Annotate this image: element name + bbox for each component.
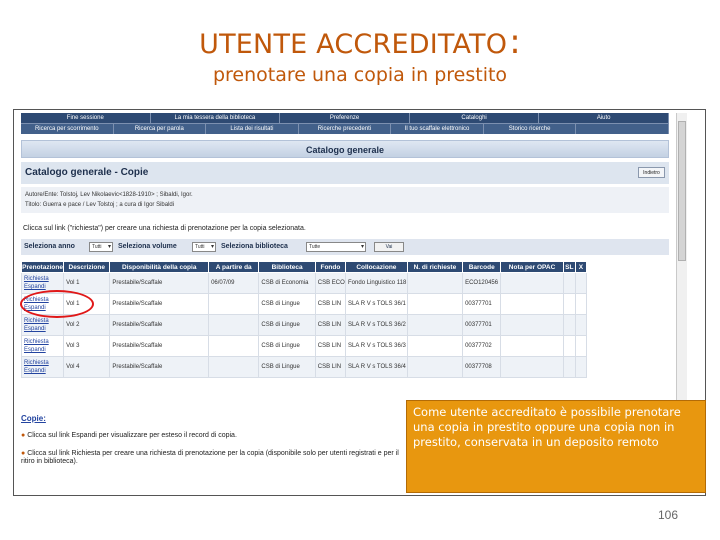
- cell-data: [209, 294, 259, 315]
- espandi-link[interactable]: Espandi: [24, 326, 46, 332]
- cell-disponibilita: Prestabile/Scaffale: [110, 315, 209, 336]
- cell-data: [209, 357, 259, 378]
- cell-disponibilita: Prestabile/Scaffale: [110, 336, 209, 357]
- copies-table: [21, 261, 587, 378]
- cell-biblioteca: CSB di Economia: [259, 273, 315, 294]
- title-line: Titolo: Guerra e pace / Lev Tolstoj ; a cura di Igor Sibaldi: [25, 202, 175, 208]
- prenotazione-cell: [22, 357, 64, 378]
- cell-fondo: CSB LIN: [315, 294, 345, 315]
- top-menu: [21, 113, 669, 123]
- cell-barcode: 00377701: [463, 315, 501, 336]
- menu-scaffale[interactable]: Il tuo scaffale elettronico: [391, 124, 484, 134]
- bullet-icon: ●: [21, 432, 28, 439]
- col-disponibilita: Disponibilità della copia: [110, 262, 209, 273]
- cell-data: [209, 336, 259, 357]
- col-prenotazione: Prenotazione: [22, 263, 63, 271]
- cell-x: [575, 273, 586, 294]
- col-a-partire-da: A partire da: [209, 262, 259, 273]
- prenotazione-cell: [22, 336, 64, 357]
- cell-barcode: 00377702: [463, 336, 501, 357]
- go-button[interactable]: Vai: [374, 242, 404, 252]
- cell-richieste: [407, 273, 462, 294]
- col-barcode: Barcode: [463, 262, 501, 273]
- cell-nota: [501, 273, 563, 294]
- cell-collocazione: SLA R V s TOLS 36/2: [346, 315, 408, 336]
- cell-data: [209, 315, 259, 336]
- cell-nota: [501, 357, 563, 378]
- menu-fine-sessione[interactable]: Fine sessione: [21, 113, 151, 123]
- menu-lista-risultati[interactable]: Lista dei risultati: [206, 124, 299, 134]
- scrollbar-thumb[interactable]: [678, 121, 686, 261]
- anno-label: Seleziona anno: [24, 243, 75, 250]
- richiesta-link[interactable]: Richiesta: [24, 297, 49, 303]
- cell-collocazione: SLA R V s TOLS 36/3: [346, 336, 408, 357]
- vertical-scrollbar[interactable]: [676, 113, 687, 413]
- col-descrizione: Descrizione: [64, 262, 110, 273]
- cell-collocazione: Fondo Linguistico 118: [346, 273, 408, 294]
- cell-sl: [563, 273, 575, 294]
- cell-biblioteca: CSB di Lingue: [259, 357, 315, 378]
- cell-biblioteca: CSB di Lingue: [259, 315, 315, 336]
- author-line: Autore/Ente: Tolstoj, Lev Nikolaevic<1828-1910> ; Sibaldi, Igor.: [25, 192, 193, 198]
- espandi-link[interactable]: Espandi: [24, 368, 46, 374]
- biblioteca-select[interactable]: Tutte ▾: [306, 242, 366, 252]
- cell-sl: [563, 294, 575, 315]
- filter-bar: [21, 239, 669, 255]
- table-row: [22, 357, 587, 378]
- espandi-link[interactable]: Espandi: [24, 305, 46, 311]
- table-header: [22, 262, 587, 273]
- menu-cataloghi[interactable]: Cataloghi: [410, 113, 540, 123]
- cell-fondo: CSB ECO: [315, 273, 345, 294]
- richiesta-link[interactable]: Richiesta: [24, 360, 49, 366]
- menu-aiuto[interactable]: Aiuto: [539, 113, 669, 123]
- menu-parola[interactable]: Ricerca per parola: [114, 124, 207, 134]
- cell-sl: [563, 315, 575, 336]
- cell-descrizione: Vol 4: [64, 357, 110, 378]
- cell-disponibilita: Prestabile/Scaffale: [110, 357, 209, 378]
- cell-richieste: [407, 315, 462, 336]
- col-richieste: N. di richieste: [407, 262, 462, 273]
- menu-scorrimento[interactable]: Ricerca per scorrimento: [21, 124, 114, 134]
- cell-sl: [563, 357, 575, 378]
- richiesta-link[interactable]: Richiesta: [24, 339, 49, 345]
- col-biblioteca: Biblioteca: [259, 262, 315, 273]
- col-fondo: Fondo: [315, 262, 345, 273]
- menu-blank: [576, 124, 669, 134]
- cell-barcode: ECO120456: [463, 273, 501, 294]
- col-sl: SL: [565, 263, 574, 271]
- cell-descrizione: Vol 2: [64, 315, 110, 336]
- cell-biblioteca: CSB di Lingue: [259, 294, 315, 315]
- col-collocazione: Collocazione: [346, 262, 408, 273]
- record-info: [21, 187, 669, 213]
- cell-collocazione: SLA R V s TOLS 36/1: [346, 294, 408, 315]
- espandi-link[interactable]: Espandi: [24, 284, 46, 290]
- table-row: [22, 315, 587, 336]
- volume-select[interactable]: Tutti ▾: [192, 242, 216, 252]
- cell-collocazione: SLA R V s TOLS 36/4: [346, 357, 408, 378]
- search-menu: [21, 123, 669, 134]
- callout-box: Come utente accreditato è possibile prenotare una copia in prestito oppure una copia non in prestito, conservata in un deposito remoto: [406, 400, 706, 493]
- menu-tessera[interactable]: La mia tessera della biblioteca: [151, 113, 281, 123]
- copie-note-richiesta: ● Clicca sul link Richiesta per creare una richiesta di prenotazione per la copia (disponibile solo per utenti registrati e per il ritiro in biblioteca).: [21, 450, 399, 465]
- table-row: [22, 336, 587, 357]
- cell-x: [575, 294, 586, 315]
- cell-x: [575, 336, 586, 357]
- slide-subtitle: prenotare una copia in prestito: [212, 64, 508, 86]
- copie-note-espandi: ● Clicca sul link Espandi per visualizzare per esteso il record di copia.: [21, 432, 237, 439]
- cell-x: [575, 357, 586, 378]
- highlight-circle: [20, 290, 94, 318]
- bullet-icon: ●: [21, 450, 28, 457]
- table-row: [22, 294, 587, 315]
- cell-descrizione: Vol 1: [64, 273, 110, 294]
- cell-disponibilita: Prestabile/Scaffale: [110, 273, 209, 294]
- col-x: X: [575, 262, 586, 273]
- table-row: [22, 273, 587, 294]
- cell-fondo: CSB LIN: [315, 315, 345, 336]
- cell-barcode: 00377701: [463, 294, 501, 315]
- anno-select[interactable]: Tutti ▾: [89, 242, 113, 252]
- copie-heading: Copie:: [21, 414, 46, 423]
- cell-richieste: [407, 336, 462, 357]
- menu-preferenze[interactable]: Preferenze: [280, 113, 410, 123]
- volume-label: Seleziona volume: [118, 243, 177, 250]
- cell-descrizione: Vol 3: [64, 336, 110, 357]
- richiesta-link[interactable]: Richiesta: [24, 318, 49, 324]
- cell-fondo: CSB LIN: [315, 357, 345, 378]
- cell-data: 06/07/09: [209, 273, 259, 294]
- richiesta-link[interactable]: Richiesta: [24, 276, 49, 282]
- catalog-banner: Catalogo generale: [21, 140, 669, 158]
- cell-nota: [501, 294, 563, 315]
- cell-disponibilita: Prestabile/Scaffale: [110, 294, 209, 315]
- espandi-link[interactable]: Espandi: [24, 347, 46, 353]
- slide-title: UTENTE ACCREDITATO:: [199, 22, 521, 62]
- page-title: Catalogo generale - Copie: [25, 167, 149, 178]
- cell-x: [575, 315, 586, 336]
- cell-nota: [501, 315, 563, 336]
- page-number: 106: [657, 508, 678, 522]
- cell-richieste: [407, 357, 462, 378]
- menu-ricerche-precedenti[interactable]: Ricerche precedenti: [299, 124, 392, 134]
- back-button[interactable]: Indietro: [638, 167, 665, 178]
- col-nota-opac: Nota per OPAC: [501, 262, 563, 273]
- cell-nota: [501, 336, 563, 357]
- copie-notes: [21, 414, 401, 466]
- cell-fondo: CSB LIN: [315, 336, 345, 357]
- instructions: Clicca sul link ("richiesta") per creare una richiesta di prenotazione per la copia selezionata.: [23, 225, 306, 232]
- page-header: [21, 162, 669, 184]
- cell-richieste: [407, 294, 462, 315]
- cell-biblioteca: CSB di Lingue: [259, 336, 315, 357]
- cell-descrizione: Vol 1: [64, 294, 110, 315]
- menu-storico[interactable]: Storico ricerche: [484, 124, 577, 134]
- cell-barcode: 00377708: [463, 357, 501, 378]
- cell-sl: [563, 336, 575, 357]
- biblioteca-label: Seleziona biblioteca: [221, 243, 288, 250]
